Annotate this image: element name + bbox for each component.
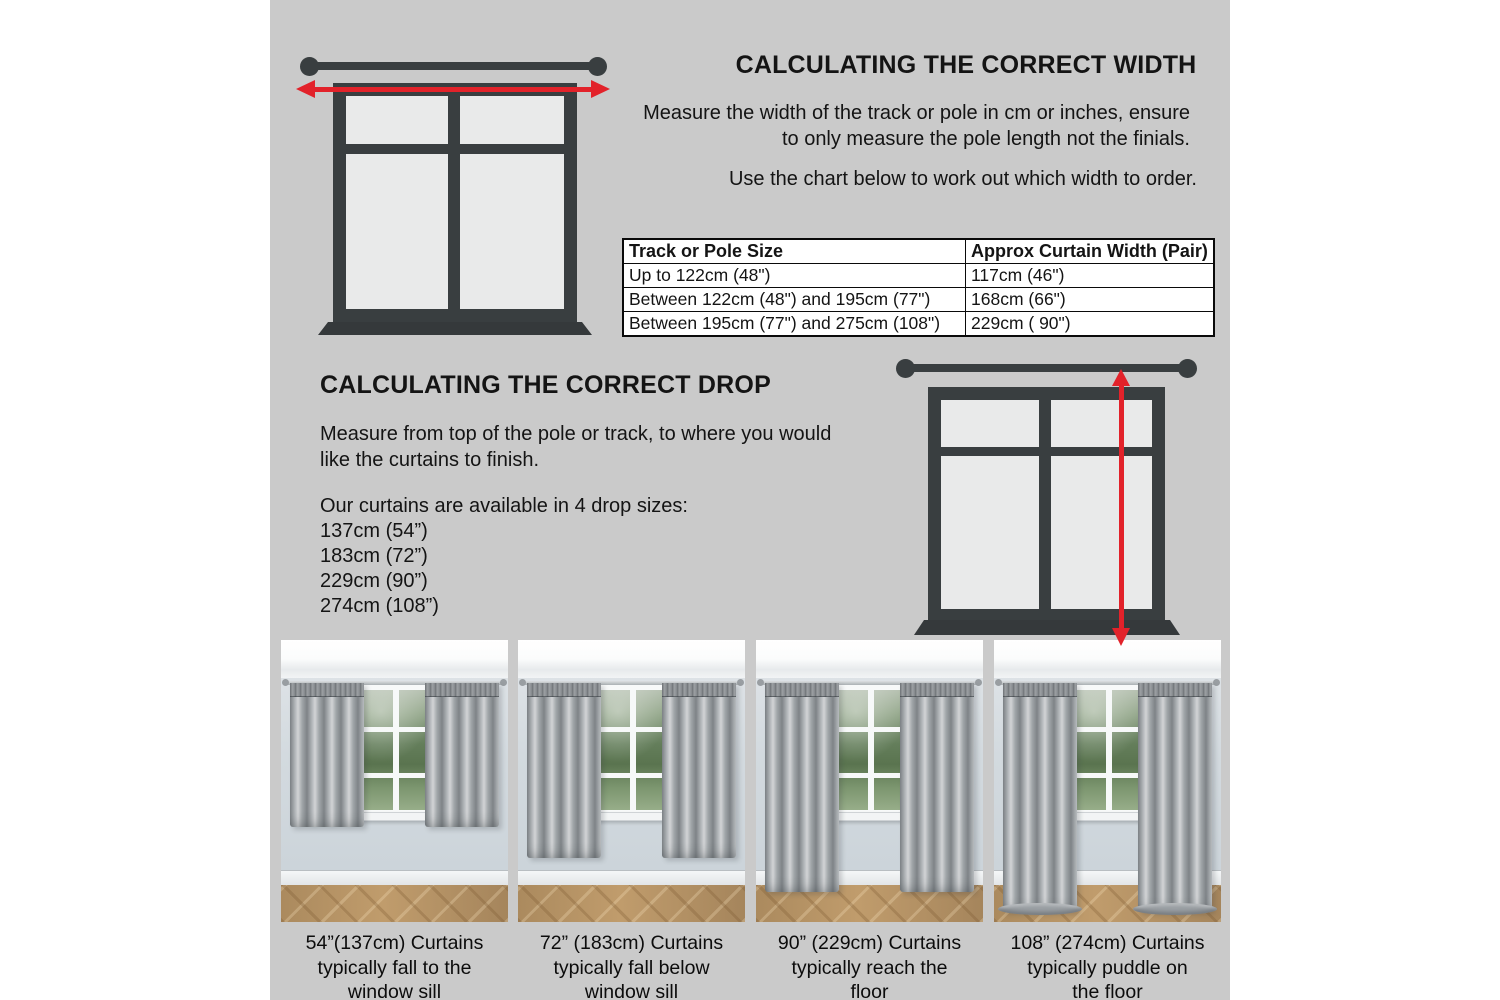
pole-finial-icon	[1213, 679, 1220, 686]
glazing-bar	[630, 690, 636, 810]
curtain-width-table	[622, 238, 1215, 337]
pole-finial-icon	[995, 679, 1002, 686]
curtain-panel-left	[1003, 683, 1077, 912]
glazing-bar	[358, 773, 434, 778]
glazing-bar	[868, 690, 874, 810]
window-pane	[346, 154, 448, 309]
caption-line: 108” (274cm) Curtains	[1010, 932, 1205, 954]
glazing-bar	[1106, 690, 1112, 810]
curtain-pole-graphic	[310, 62, 597, 70]
width-measure-arrow	[312, 87, 594, 92]
curtain-panel-left	[527, 683, 601, 858]
example-photo-108in	[994, 640, 1221, 922]
chart-hint-text: Use the chart below to work out which width to order.	[728, 168, 1197, 190]
table-row	[623, 288, 1214, 312]
skirting-board	[281, 870, 508, 886]
curtain-panel-right	[425, 683, 499, 827]
curtain-width-cell: 168cm (66")	[966, 288, 1214, 312]
table-header-pole-size: Track or Pole Size	[623, 239, 966, 264]
pole-finial-icon	[737, 679, 744, 686]
drop-size-item: 137cm (54”)	[320, 520, 428, 542]
pole-finial-icon	[1178, 359, 1197, 378]
glazing-bar	[358, 727, 434, 732]
table-header-curtain-width: Approx Curtain Width (Pair)	[966, 239, 1214, 264]
example-caption-54in	[277, 931, 512, 1000]
caption-line: typically reach the	[791, 956, 948, 979]
caption-line: window sill	[584, 981, 679, 1000]
room-ceiling	[281, 640, 508, 678]
example-caption-90in	[752, 931, 987, 1000]
window-diagram-width	[333, 83, 577, 322]
width-section-title: CALCULATING THE CORRECT WIDTH	[735, 51, 1197, 79]
caption-line: typically fall below	[553, 956, 710, 979]
pole-finial-icon	[757, 679, 764, 686]
pole-finial-icon	[588, 57, 607, 76]
caption-line: 54”(137cm) Curtains	[305, 932, 484, 954]
arrow-right-icon	[591, 80, 610, 98]
drop-instructions-line1: Measure from top of the pole or track, to where you would	[320, 423, 832, 445]
pole-size-cell: Between 122cm (48") and 195cm (77")	[623, 288, 966, 312]
table-row	[623, 312, 1214, 337]
curtain-width-cell: 117cm (46")	[966, 264, 1214, 288]
window-sill-graphic	[914, 620, 1180, 635]
example-caption-108in	[990, 931, 1225, 1000]
example-photo-72in	[518, 640, 745, 922]
window-pane	[941, 456, 1039, 609]
glazing-bar	[393, 690, 399, 810]
curtain-panel-right	[662, 683, 736, 858]
arrow-up-icon	[1112, 369, 1130, 386]
caption-line: 90” (229cm) Curtains	[777, 932, 962, 954]
width-instructions	[560, 100, 1190, 152]
drop-instructions	[320, 421, 831, 473]
caption-line: floor	[850, 981, 889, 1000]
width-instructions-line2: to only measure the pole length not the finials.	[781, 128, 1190, 150]
drop-section-title: CALCULATING THE CORRECT DROP	[320, 371, 771, 399]
pole-size-cell: Up to 122cm (48")	[623, 264, 966, 288]
window-pane	[1051, 456, 1152, 609]
caption-line: 72” (183cm) Curtains	[539, 932, 724, 954]
drop-size-item: 183cm (72”)	[320, 545, 428, 567]
window-pane	[460, 154, 564, 309]
pole-finial-icon	[975, 679, 982, 686]
example-caption-72in	[514, 931, 749, 1000]
caption-line: typically fall to the	[317, 956, 472, 979]
glazing-bar	[1071, 727, 1147, 732]
curtain-panel-left	[290, 683, 364, 827]
pole-finial-icon	[500, 679, 507, 686]
caption-line: typically puddle on	[1027, 956, 1188, 979]
window-pane	[346, 96, 448, 144]
table-row	[623, 264, 1214, 288]
drop-measure-arrow	[1119, 384, 1124, 630]
window-sill-graphic	[318, 322, 592, 335]
pole-finial-icon	[896, 359, 915, 378]
example-photo-54in	[281, 640, 508, 922]
drop-sizes-list	[320, 494, 688, 619]
skirting-board	[518, 870, 745, 886]
glazing-bar	[595, 727, 671, 732]
glazing-bar	[595, 773, 671, 778]
pole-size-cell: Between 195cm (77") and 275cm (108")	[623, 312, 966, 337]
drop-size-item: 229cm (90”)	[320, 570, 428, 592]
example-photo-90in	[756, 640, 983, 922]
glazing-bar	[833, 727, 909, 732]
room-ceiling	[994, 640, 1221, 678]
window-diagram-drop	[928, 387, 1165, 622]
wood-floor	[518, 885, 745, 922]
arrow-left-icon	[296, 80, 315, 98]
curtain-panel-left	[765, 683, 839, 892]
wood-floor	[281, 885, 508, 922]
caption-line: window sill	[347, 981, 442, 1000]
width-instructions-line1: Measure the width of the track or pole in cm or inches, ensure	[643, 102, 1190, 124]
arrow-down-icon	[1112, 628, 1130, 646]
caption-line: the floor	[1072, 981, 1143, 1000]
curtain-panel-right	[1138, 683, 1212, 912]
room-ceiling	[756, 640, 983, 678]
drop-sizes-intro: Our curtains are available in 4 drop sizes:	[320, 495, 688, 517]
window-pane	[941, 400, 1039, 447]
glazing-bar	[1071, 773, 1147, 778]
drop-size-item: 274cm (108”)	[320, 595, 439, 617]
pole-finial-icon	[519, 679, 526, 686]
window-pane	[1051, 400, 1152, 447]
drop-instructions-line2: like the curtains to finish.	[320, 449, 539, 471]
curtain-panel-right	[900, 683, 974, 892]
room-ceiling	[518, 640, 745, 678]
window-pane	[460, 96, 564, 144]
curtain-pole-graphic	[905, 364, 1188, 372]
curtain-width-cell: 229cm ( 90")	[966, 312, 1214, 337]
pole-finial-icon	[300, 57, 319, 76]
glazing-bar	[833, 773, 909, 778]
pole-finial-icon	[282, 679, 289, 686]
